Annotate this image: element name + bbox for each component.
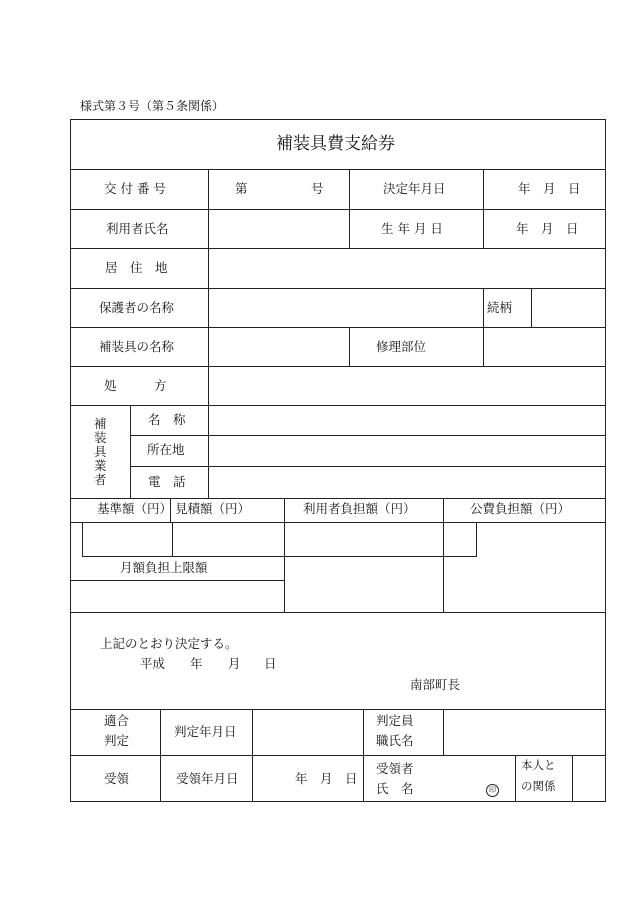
- vendor-name-label: 名 称: [148, 412, 186, 427]
- repair-part-label: 修理部位: [376, 339, 427, 354]
- monthly-limit-label: 月額負担上限額: [120, 560, 208, 575]
- form-number: 様式第３号（第５条関係）: [80, 99, 225, 113]
- device-name-label: 補装具の名称: [99, 339, 175, 354]
- document-title: 補装具費支給券: [276, 134, 395, 154]
- vendor-phone-label: 電 話: [148, 474, 186, 489]
- issue-number-prefix: 第: [235, 181, 248, 196]
- relation-label: 続柄: [487, 300, 513, 315]
- decision-month: 月: [228, 656, 241, 671]
- decision-date-label: 決定年月日: [383, 181, 446, 196]
- vendor-location-label: 所在地: [147, 442, 185, 457]
- decision-year: 年: [190, 656, 203, 671]
- relation-label-2: の関係: [521, 779, 556, 793]
- judge-label-1: 判定員: [376, 713, 414, 728]
- seal-stamp-icon: 印: [486, 784, 499, 797]
- suitability-label-2: 判定: [104, 733, 130, 748]
- decision-authority: 南部町長: [410, 677, 461, 692]
- standard-amount-header: 基準額（円）: [97, 501, 173, 516]
- user-name-label: 利用者氏名: [106, 221, 169, 236]
- vendor-group-char-1: 補: [94, 416, 107, 431]
- vendor-group-char-5: 者: [94, 472, 107, 487]
- issue-number-label: 交 付 番 号: [104, 181, 166, 196]
- receipt-date-format: 年 月 日: [295, 771, 358, 786]
- guardian-label: 保護者の名称: [99, 300, 175, 315]
- user-burden-header: 利用者負担額（円）: [303, 501, 416, 516]
- decision-era: 平成: [140, 656, 166, 671]
- decision-statement: 上記のとおり決定する。: [100, 636, 238, 651]
- judge-label-2: 職氏名: [376, 733, 414, 748]
- relation-label-1: 本人と: [521, 758, 556, 772]
- vendor-group-char-2: 装: [94, 430, 107, 445]
- vendor-group-char-4: 業: [94, 458, 107, 473]
- decision-day: 日: [264, 656, 277, 671]
- receipt-label: 受領: [104, 771, 130, 786]
- birth-date-format: 年 月 日: [516, 221, 579, 236]
- seal-mark: [486, 782, 499, 797]
- public-burden-header: 公費負担額（円）: [470, 501, 571, 516]
- judgment-date-label: 判定年月日: [174, 724, 237, 739]
- prescription-label: 処 方: [104, 378, 167, 393]
- birth-date-label: 生 年 月 日: [381, 221, 443, 236]
- address-label: 居 住 地: [105, 260, 168, 275]
- suitability-label-1: 適合: [104, 713, 130, 728]
- receipt-date-label: 受領年月日: [176, 771, 239, 786]
- decision-date-format: 年 月 日: [518, 181, 581, 196]
- issue-number-suffix: 号: [311, 181, 324, 196]
- vendor-group-char-3: 具: [94, 444, 107, 459]
- receiver-label-2: 氏 名: [376, 781, 414, 796]
- receiver-label-1: 受領者: [376, 761, 414, 776]
- estimate-amount-header: 見積額（円）: [175, 501, 251, 516]
